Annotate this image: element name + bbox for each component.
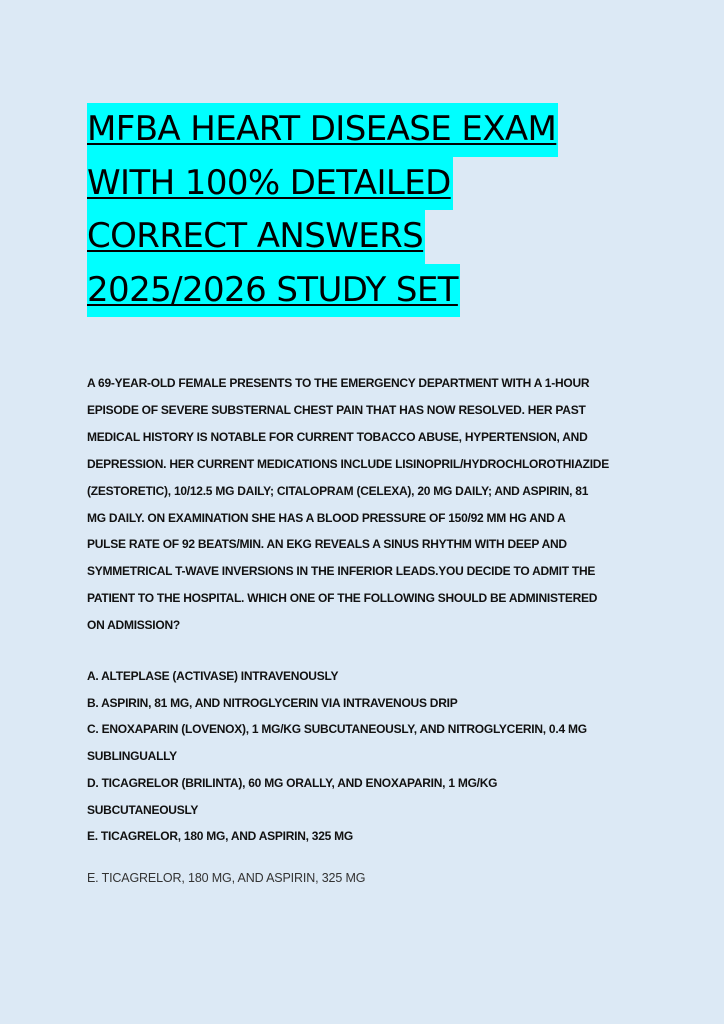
question-line: PULSE RATE OF 92 BEATS/MIN. AN EKG REVEALS A SINUS RHYTHM WITH DEEP AND bbox=[87, 537, 567, 552]
question-text bbox=[87, 370, 647, 639]
correct-answer: E. TICAGRELOR, 180 MG, AND ASPIRIN, 325 MG bbox=[87, 871, 366, 885]
title-line: MFBA HEART DISEASE EXAM bbox=[87, 103, 558, 157]
option-a: A. ALTEPLASE (ACTIVASE) INTRAVENOUSLY bbox=[87, 669, 339, 683]
question-line: ON ADMISSION? bbox=[87, 618, 180, 633]
question-line: DEPRESSION. HER CURRENT MEDICATIONS INCLUDE LISINOPRIL/HYDROCHLOROTHIAZIDE bbox=[87, 456, 609, 471]
title-line: CORRECT ANSWERS bbox=[87, 210, 425, 264]
option-e: E. TICAGRELOR, 180 MG, AND ASPIRIN, 325 MG bbox=[87, 829, 353, 844]
option-d-continued: SUBCUTANEOUSLY bbox=[87, 802, 199, 817]
option-b: B. ASPIRIN, 81 MG, AND NITROGLYCERIN VIA INTRAVENOUS DRIP bbox=[87, 695, 458, 710]
answer-options bbox=[87, 663, 647, 850]
question-line: MG DAILY. ON EXAMINATION SHE HAS A BLOOD PRESSURE OF 150/92 MM HG AND A bbox=[87, 510, 566, 525]
document-title bbox=[87, 103, 647, 317]
title-line: 2025/2026 STUDY SET bbox=[87, 264, 460, 318]
question-line: MEDICAL HISTORY IS NOTABLE FOR CURRENT TOBACCO ABUSE, HYPERTENSION, AND bbox=[87, 429, 588, 444]
question-line: EPISODE OF SEVERE SUBSTERNAL CHEST PAIN THAT HAS NOW RESOLVED. HER PAST bbox=[87, 402, 586, 417]
option-c-continued: SUBLINGUALLY bbox=[87, 749, 177, 764]
question-line: (ZESTORETIC), 10/12.5 MG DAILY; CITALOPRAM (CELEXA), 20 MG DAILY; AND ASPIRIN, 81 bbox=[87, 483, 589, 498]
option-c: C. ENOXAPARIN (LOVENOX), 1 MG/KG SUBCUTANEOUSLY, AND NITROGLYCERIN, 0.4 MG bbox=[87, 722, 587, 737]
question-line: SYMMETRICAL T-WAVE INVERSIONS IN THE INFERIOR LEADS.YOU DECIDE TO ADMIT THE bbox=[87, 564, 596, 579]
question-line: PATIENT TO THE HOSPITAL. WHICH ONE OF THE FOLLOWING SHOULD BE ADMINISTERED bbox=[87, 591, 598, 606]
title-line: WITH 100% DETAILED bbox=[87, 157, 453, 211]
option-d: D. TICAGRELOR (BRILINTA), 60 MG ORALLY, AND ENOXAPARIN, 1 MG/KG bbox=[87, 775, 498, 790]
question-line: A 69-YEAR-OLD FEMALE PRESENTS TO THE EMERGENCY DEPARTMENT WITH A 1-HOUR bbox=[87, 376, 590, 390]
